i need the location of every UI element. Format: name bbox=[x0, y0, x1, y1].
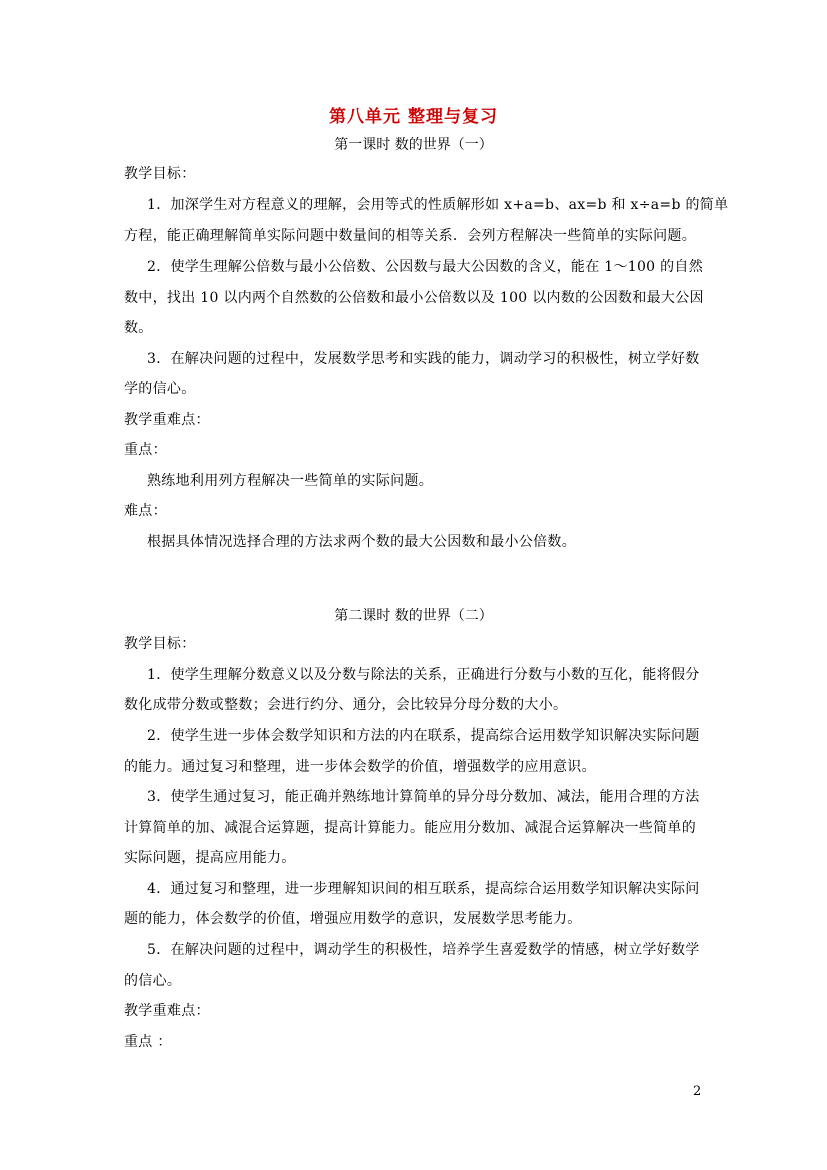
lesson2-goal3-line2: 计算简单的加、减混合运算题，提高计算能力。能应用分数加、减混合运算解决一些简单的 bbox=[124, 820, 696, 836]
lesson1-goal2-line1: 2．使学生理解公倍数与最小公倍数、公因数与最大公因数的含义，能在 1～100 的自然 bbox=[147, 259, 704, 275]
lesson1-key-text: 熟练地利用列方程解决一些简单的实际问题。 bbox=[147, 473, 433, 489]
lesson1-goal1-line1: 1．加深学生对方程意义的理解，会用等式的性质解形如 x+a=b、ax=b 和 x÷a=b 的简单 bbox=[147, 197, 729, 213]
lesson2-goal5-line2: 的信心。 bbox=[124, 973, 182, 989]
lesson1-difficult-text: 根据具体情况选择合理的方法求两个数的最大公因数和最小公倍数。 bbox=[147, 534, 576, 550]
lesson2-key-difficult-label: 教学重难点： bbox=[124, 1003, 210, 1019]
lesson1-goal3-line2: 学的信心。 bbox=[124, 381, 196, 397]
lesson2-goal3-line1: 3．使学生通过复习，能正确并熟练地计算简单的异分母分数加、减法，能用合理的方法 bbox=[147, 789, 700, 805]
lesson1-goals-label: 教学目标： bbox=[124, 166, 196, 182]
lesson1-goal2-line2: 数中，找出 10 以内两个自然数的公倍数和最小公倍数以及 100 以内数的公因数和最大公因 bbox=[124, 290, 704, 306]
unit-title: 第八单元 整理与复习 bbox=[329, 107, 498, 127]
lesson1-key-label: 重点： bbox=[124, 442, 167, 458]
lesson1-key-difficult-label: 教学重难点： bbox=[124, 412, 210, 428]
lesson2-goals-label: 教学目标： bbox=[124, 636, 196, 652]
lesson1-goal2-line3: 数。 bbox=[124, 320, 153, 336]
lesson2-goal1-line2: 数化成带分数或整数；会进行约分、通分，会比较异分母分数的大小。 bbox=[124, 697, 568, 713]
lesson1-difficult-label: 难点： bbox=[124, 503, 167, 519]
lesson2-goal1-line1: 1．使学生理解分数意义以及分数与除法的关系，正确进行分数与小数的互化，能将假分 bbox=[147, 667, 700, 683]
lesson2-goal4-line1: 4．通过复习和整理，进一步理解知识间的相互联系，提高综合运用数学知识解决实际问 bbox=[147, 881, 700, 897]
lesson2-goal2-line1: 2．使学生进一步体会数学知识和方法的内在联系，提高综合运用数学知识解决实际问题 bbox=[147, 728, 700, 744]
lesson2-key-label: 重点 ： bbox=[124, 1034, 172, 1050]
page-number: 2 bbox=[693, 1084, 702, 1099]
lesson2-goal4-line2: 题的能力，体会数学的价值，增强应用数学的意识，发展数学思考能力。 bbox=[124, 911, 582, 927]
lesson2-heading: 第二课时 数的世界（二） bbox=[334, 608, 493, 624]
lesson1-goal1-line2: 方程，能正确理解简单实际问题中数量间的相等关系．会列方程解决一些简单的实际问题。 bbox=[124, 228, 696, 244]
lesson2-goal3-line3: 实际问题，提高应用能力。 bbox=[124, 850, 296, 866]
lesson2-goal5-line1: 5．在解决问题的过程中，调动学生的积极性，培养学生喜爱数学的情感，树立学好数学 bbox=[147, 942, 700, 958]
lesson2-goal2-line2: 的能力。通过复习和整理，进一步体会数学的价值，增强数学的应用意识。 bbox=[124, 759, 596, 775]
lesson1-heading: 第一课时 数的世界（一） bbox=[334, 137, 493, 153]
lesson1-goal3-line1: 3．在解决问题的过程中，发展数学思考和实践的能力，调动学习的积极性，树立学好数 bbox=[147, 351, 700, 367]
